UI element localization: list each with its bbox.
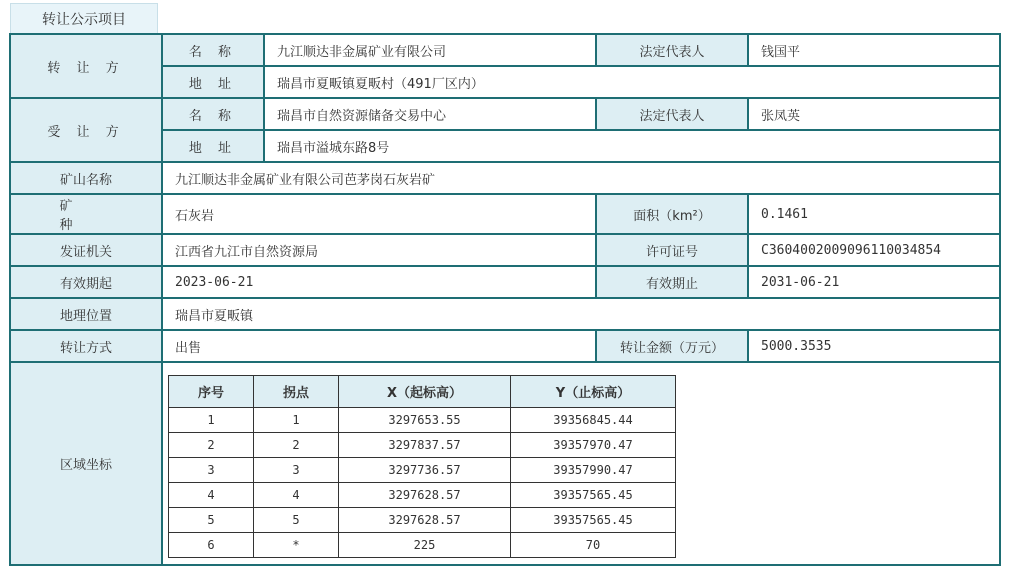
transferee-legal-rep: 张凤英 bbox=[748, 98, 1000, 130]
coord-x: 3297837.57 bbox=[339, 433, 511, 458]
mineral: 石灰岩 bbox=[162, 194, 596, 234]
coords-header-y: Y（止标高） bbox=[511, 376, 676, 408]
mine-name: 九江顺达非金属矿业有限公司芭茅岗石灰岩矿 bbox=[162, 162, 1000, 194]
license: C3604002009096110034854 bbox=[748, 234, 1000, 266]
transferor-legal-rep-label: 法定代表人 bbox=[596, 34, 748, 66]
coord-x: 3297628.57 bbox=[339, 483, 511, 508]
valid-from: 2023-06-21 bbox=[162, 266, 596, 298]
issuer: 江西省九江市自然资源局 bbox=[162, 234, 596, 266]
coord-y: 39357565.45 bbox=[511, 483, 676, 508]
transferee-label: 受 让 方 bbox=[10, 98, 162, 162]
coord-index: 2 bbox=[169, 433, 254, 458]
coord-x: 3297653.55 bbox=[339, 408, 511, 433]
mineral-label: 矿 种 bbox=[10, 194, 162, 234]
coord-y: 70 bbox=[511, 533, 676, 558]
transferor-name-label: 名 称 bbox=[162, 34, 264, 66]
location-label: 地理位置 bbox=[10, 298, 162, 330]
valid-to: 2031-06-21 bbox=[748, 266, 1000, 298]
table-row bbox=[169, 458, 676, 483]
table-row bbox=[169, 533, 676, 558]
area-label: 面积（km²） bbox=[596, 194, 748, 234]
coords-table bbox=[168, 375, 676, 558]
area: 0.1461 bbox=[748, 194, 1000, 234]
coord-y: 39357990.47 bbox=[511, 458, 676, 483]
coord-point: 2 bbox=[254, 433, 339, 458]
table-row bbox=[169, 508, 676, 533]
tab-title[interactable]: 转让公示项目 bbox=[10, 3, 158, 33]
coords-header-x: X（起标高） bbox=[339, 376, 511, 408]
coord-point: 1 bbox=[254, 408, 339, 433]
transferee-name-label: 名 称 bbox=[162, 98, 264, 130]
coord-index: 5 bbox=[169, 508, 254, 533]
transferee-address: 瑞昌市溢城东路8号 bbox=[264, 130, 1000, 162]
coord-point: * bbox=[254, 533, 339, 558]
coords-cell bbox=[162, 362, 1000, 565]
coord-x: 225 bbox=[339, 533, 511, 558]
location: 瑞昌市夏畈镇 bbox=[162, 298, 1000, 330]
license-label: 许可证号 bbox=[596, 234, 748, 266]
coord-y: 39357970.47 bbox=[511, 433, 676, 458]
coord-x: 3297736.57 bbox=[339, 458, 511, 483]
coord-y: 39356845.44 bbox=[511, 408, 676, 433]
coord-point: 5 bbox=[254, 508, 339, 533]
coord-index: 3 bbox=[169, 458, 254, 483]
table-row bbox=[169, 483, 676, 508]
mine-name-label: 矿山名称 bbox=[10, 162, 162, 194]
coords-label: 区域坐标 bbox=[10, 362, 162, 565]
method-label: 转让方式 bbox=[10, 330, 162, 362]
transferor-address: 瑞昌市夏畈镇夏畈村（491厂区内） bbox=[264, 66, 1000, 98]
transferor-address-label: 地 址 bbox=[162, 66, 264, 98]
amount: 5000.3535 bbox=[748, 330, 1000, 362]
transferee-legal-rep-label: 法定代表人 bbox=[596, 98, 748, 130]
issuer-label: 发证机关 bbox=[10, 234, 162, 266]
coord-index: 1 bbox=[169, 408, 254, 433]
coords-header-point: 拐点 bbox=[254, 376, 339, 408]
method: 出售 bbox=[162, 330, 596, 362]
transferee-address-label: 地 址 bbox=[162, 130, 264, 162]
coord-index: 6 bbox=[169, 533, 254, 558]
coords-header-index: 序号 bbox=[169, 376, 254, 408]
transferor-name: 九江顺达非金属矿业有限公司 bbox=[264, 34, 596, 66]
table-row bbox=[169, 433, 676, 458]
transferor-legal-rep: 钱国平 bbox=[748, 34, 1000, 66]
coord-point: 4 bbox=[254, 483, 339, 508]
valid-to-label: 有效期止 bbox=[596, 266, 748, 298]
transferor-label: 转 让 方 bbox=[10, 34, 162, 98]
coord-x: 3297628.57 bbox=[339, 508, 511, 533]
coord-point: 3 bbox=[254, 458, 339, 483]
table-row bbox=[169, 408, 676, 433]
amount-label: 转让金额（万元） bbox=[596, 330, 748, 362]
coord-index: 4 bbox=[169, 483, 254, 508]
coord-y: 39357565.45 bbox=[511, 508, 676, 533]
transferee-name: 瑞昌市自然资源储备交易中心 bbox=[264, 98, 596, 130]
info-table bbox=[9, 33, 1001, 566]
valid-from-label: 有效期起 bbox=[10, 266, 162, 298]
